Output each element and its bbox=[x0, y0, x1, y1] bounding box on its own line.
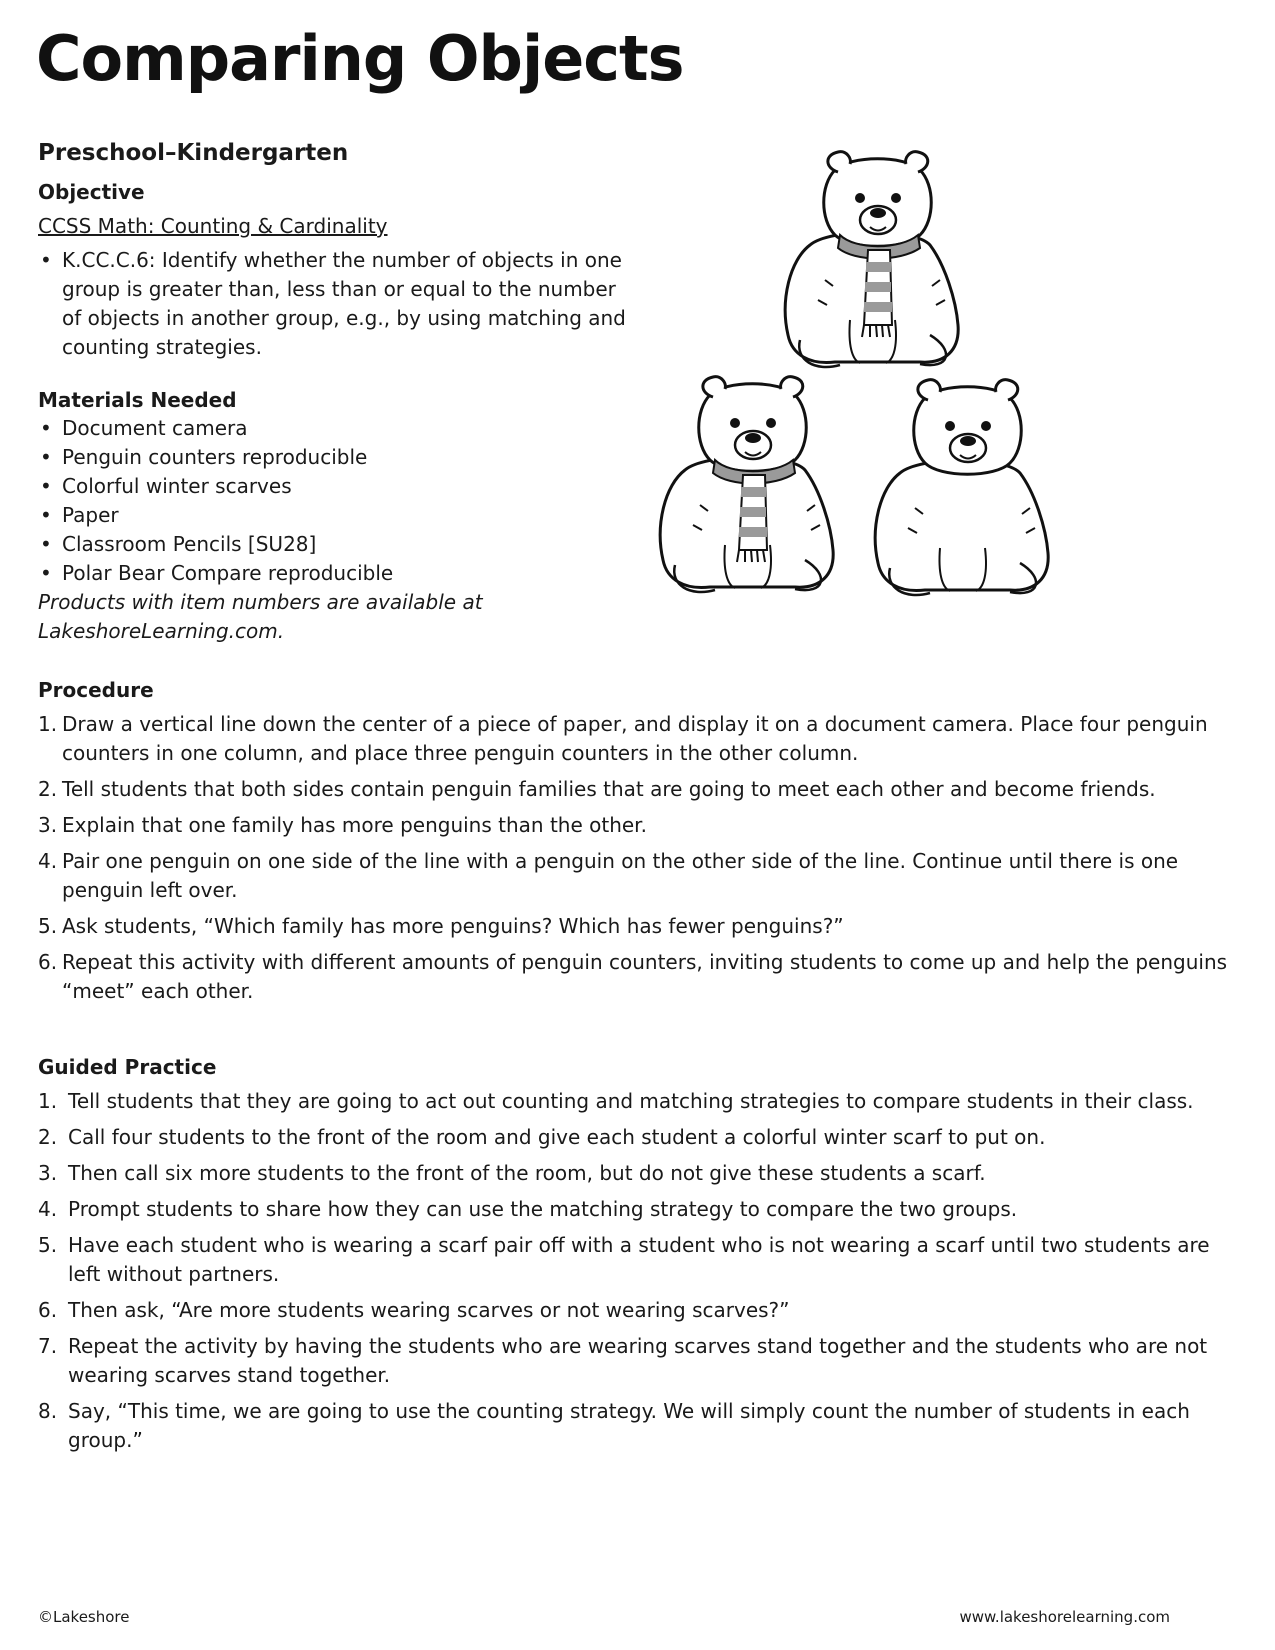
procedure-step: 1. Draw a vertical line down the center of a piece of paper, and display it on a document camera. Place four penguin counters in one column, and place three penguin counters in the other column. bbox=[38, 712, 1208, 765]
material-item: • Polar Bear Compare reproducible bbox=[38, 559, 628, 588]
material-item: • Paper bbox=[38, 501, 628, 530]
guided-step: 1. Tell students that they are going to act out counting and matching strategies to compare students in their class. bbox=[38, 1089, 1194, 1113]
polar-bears-illustration bbox=[655, 150, 1055, 620]
procedure-heading: Procedure bbox=[38, 678, 154, 702]
procedure-step: 2. Tell students that both sides contain penguin families that are going to meet each other and become friends. bbox=[38, 777, 1156, 801]
material-item: • Colorful winter scarves bbox=[38, 472, 628, 501]
materials-list bbox=[38, 414, 628, 588]
guided-practice-list bbox=[38, 1087, 1233, 1455]
bear-with-scarf-top bbox=[785, 152, 958, 367]
procedure-list bbox=[38, 710, 1233, 1006]
procedure-section bbox=[38, 678, 1233, 1013]
standard-link[interactable]: CCSS Math: Counting & Cardinality bbox=[38, 214, 388, 238]
guided-practice-section bbox=[38, 1055, 1233, 1462]
website-link[interactable]: www.lakeshorelearning.com bbox=[959, 1608, 1170, 1626]
guided-step: 5. Have each student who is wearing a scarf pair off with a student who is not wearing a scarf until two students are left without partners. bbox=[38, 1233, 1210, 1286]
guided-practice-heading: Guided Practice bbox=[38, 1055, 217, 1079]
bear-without-scarf-right bbox=[875, 380, 1048, 595]
availability-note: Products with item numbers are available at LakeshoreLearning.com. bbox=[38, 590, 483, 643]
objective-list bbox=[38, 246, 628, 362]
procedure-step: 3. Explain that one family has more penguins than the other. bbox=[38, 813, 647, 837]
procedure-step: 5. Ask students, “Which family has more penguins? Which has fewer penguins?” bbox=[38, 914, 844, 938]
guided-step: 8. Say, “This time, we are going to use the counting strategy. We will simply count the number of students in each group.” bbox=[38, 1399, 1190, 1452]
material-item: • Document camera bbox=[38, 414, 628, 443]
page-title: Comparing Objects bbox=[36, 22, 684, 95]
guided-step: 6. Then ask, “Are more students wearing scarves or not wearing scarves?” bbox=[38, 1298, 790, 1322]
material-item: • Classroom Pencils [SU28] bbox=[38, 530, 628, 559]
copyright-footer: ©Lakeshore bbox=[38, 1608, 130, 1626]
guided-step: 2. Call four students to the front of the room and give each student a colorful winter scarf to put on. bbox=[38, 1125, 1046, 1149]
intro-section bbox=[38, 140, 628, 646]
guided-step: 4. Prompt students to share how they can use the matching strategy to compare the two groups. bbox=[38, 1197, 1018, 1221]
procedure-step: 4. Pair one penguin on one side of the line with a penguin on the other side of the line. Continue until there is one penguin left over. bbox=[38, 849, 1179, 902]
guided-step: 3. Then call six more students to the front of the room, but do not give these students a scarf. bbox=[38, 1161, 986, 1185]
guided-step: 7. Repeat the activity by having the students who are wearing scarves stand together and the students who are not wearing scarves stand together. bbox=[38, 1334, 1208, 1387]
procedure-step: 6. Repeat this activity with different amounts of penguin counters, inviting students to come up and help the penguins “meet” each other. bbox=[38, 950, 1228, 1003]
grade-level: Preschool–Kindergarten bbox=[38, 140, 349, 166]
material-item: • Penguin counters reproducible bbox=[38, 443, 628, 472]
materials-heading: Materials Needed bbox=[38, 388, 237, 412]
objective-item: • K.CC.C.6: Identify whether the number of objects in one group is greater than, less than or equal to the number of objects in another group, e.g., by using matching and counting strategies. bbox=[38, 246, 628, 362]
objective-heading: Objective bbox=[38, 180, 145, 204]
bear-with-scarf-left bbox=[660, 377, 833, 592]
